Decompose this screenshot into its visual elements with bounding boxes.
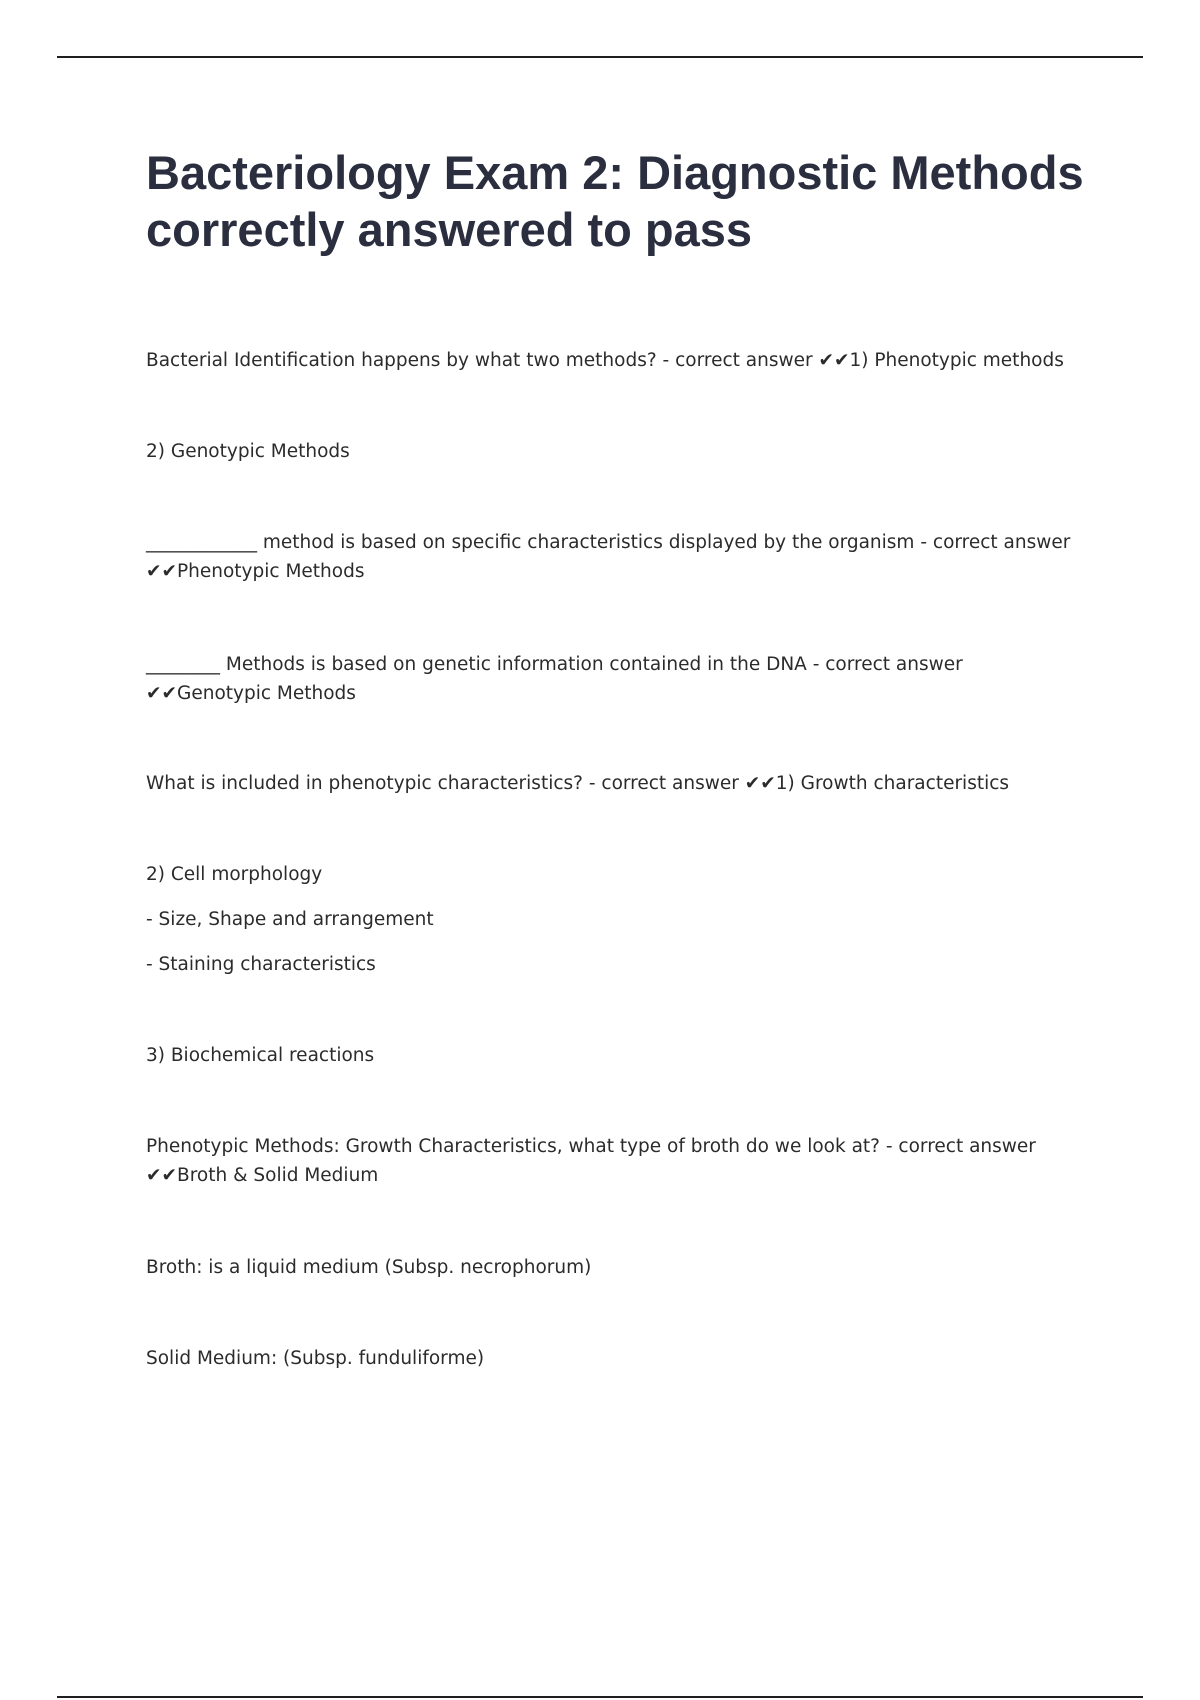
qa-paragraph: 2) Genotypic Methods (146, 441, 350, 462)
qa-paragraph: What is included in phenotypic characteristics? - correct answer ✔✔1) Growth characteristics (146, 773, 1010, 794)
qa-paragraph: Broth: is a liquid medium (Subsp. necrophorum) (146, 1257, 592, 1278)
qa-paragraph: ________ Methods is based on genetic information contained in the DNA - correct answer ✔✔Genotypic Methods (146, 654, 963, 704)
qa-paragraph: Phenotypic Methods: Growth Characteristics, what type of broth do we look at? - correct answer ✔✔Broth & Solid Medium (146, 1136, 1036, 1186)
bottom-divider (57, 1696, 1143, 1698)
qa-paragraph: - Staining characteristics (146, 954, 376, 975)
qa-paragraph: Bacterial Identification happens by what two methods? - correct answer ✔✔1) Phenotypic methods (146, 350, 1064, 371)
qa-paragraph: - Size, Shape and arrangement (146, 909, 434, 930)
top-divider (57, 56, 1143, 58)
qa-paragraph: 2) Cell morphology (146, 864, 323, 885)
qa-paragraph: 3) Biochemical reactions (146, 1045, 375, 1066)
qa-paragraph: ____________ method is based on specific characteristics displayed by the organism - correct answer ✔✔Phenotypic Methods (146, 532, 1071, 582)
qa-paragraph: Solid Medium: (Subsp. funduliforme) (146, 1348, 485, 1369)
document-title: Bacteriology Exam 2: Diagnostic Methods correctly answered to pass (146, 146, 1084, 256)
